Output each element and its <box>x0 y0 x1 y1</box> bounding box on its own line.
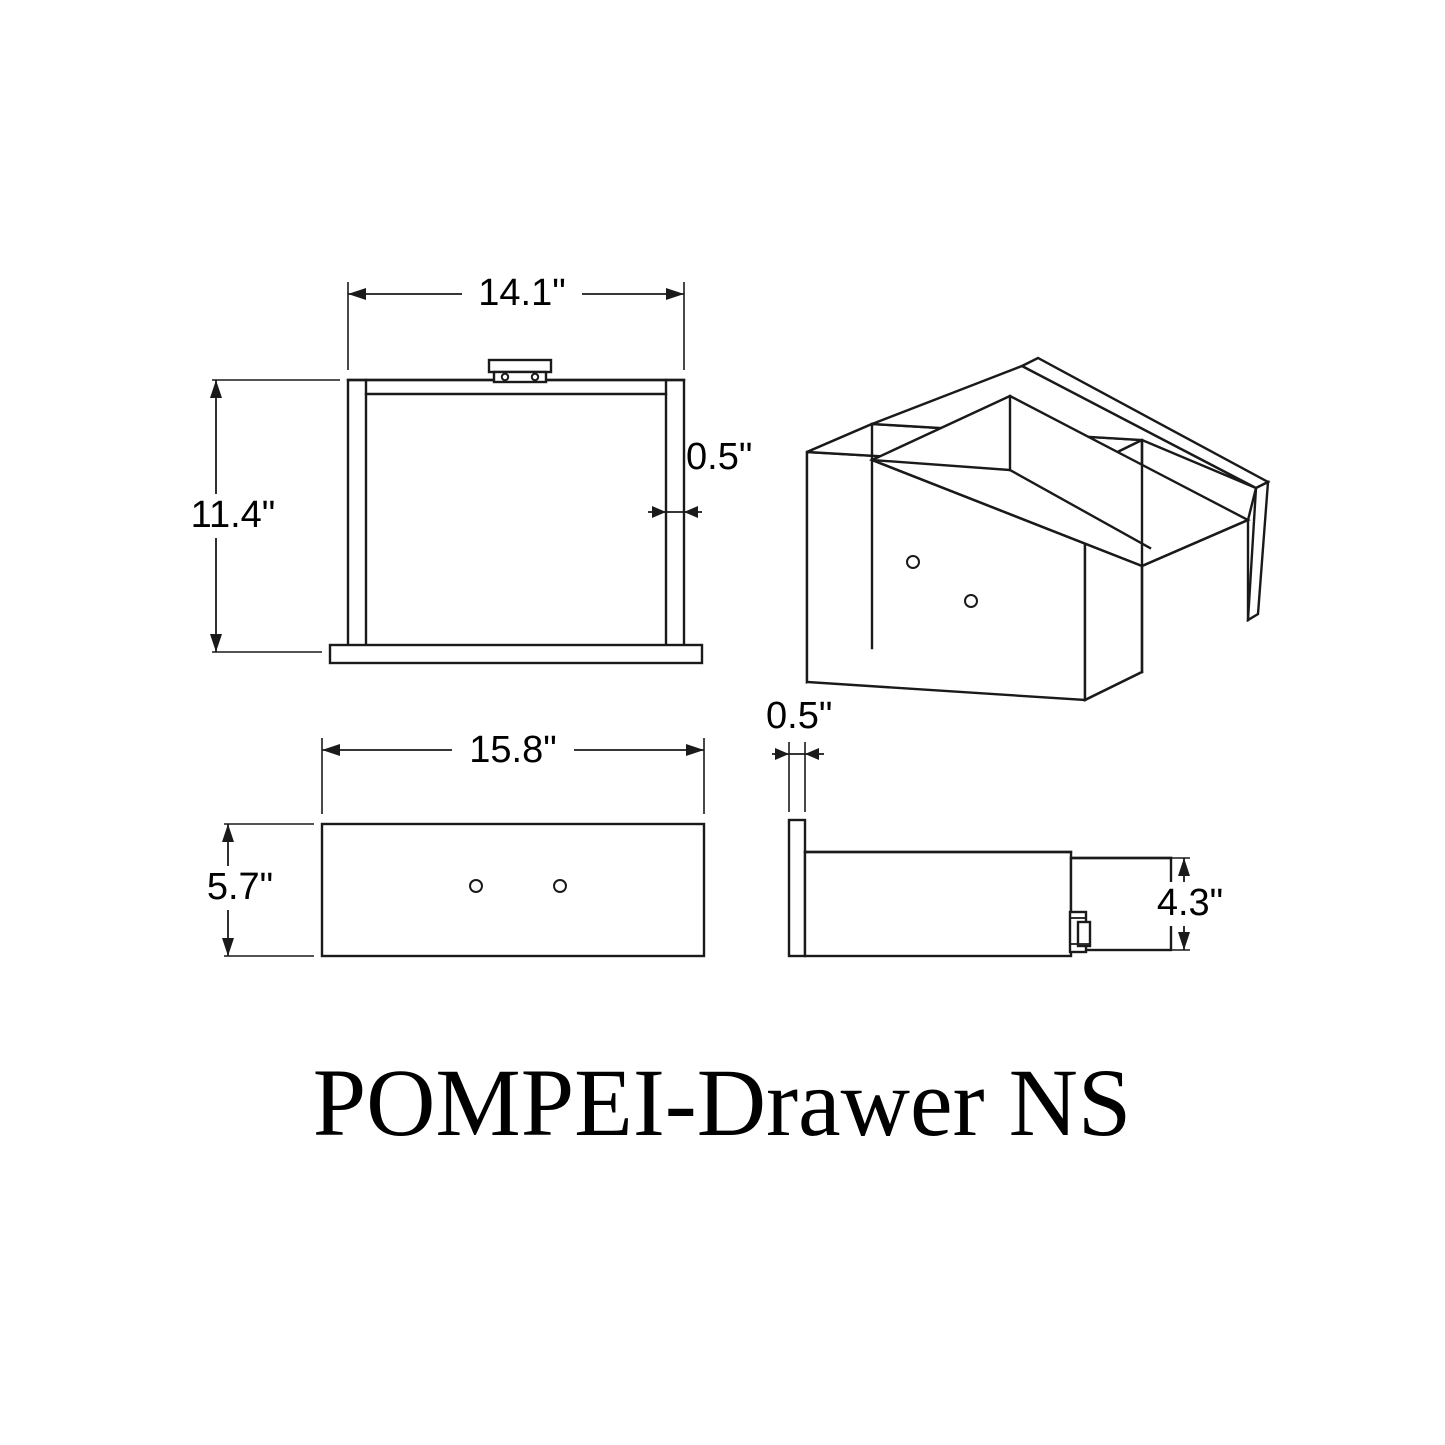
dimension-width-14 <box>348 272 684 370</box>
dimension-label-height-side-panel: 4.3" <box>1156 882 1224 924</box>
dimension-label-thickness-side-panel: 0.5" <box>766 695 833 737</box>
dimension-label-width-front-panel: 15.8" <box>469 729 557 771</box>
dimension-thickness-05-side-panel <box>766 695 832 812</box>
drawing-title: POMPEI-Drawer NS <box>312 1049 1132 1156</box>
dimension-label-width-front-section: 14.1" <box>478 272 566 314</box>
dimension-label-height-front-panel: 5.7" <box>206 866 274 908</box>
side-panel-view <box>766 695 1246 956</box>
dimension-height-11 <box>170 380 340 652</box>
dimension-label-height-front-section: 11.4" <box>190 494 276 536</box>
front-section-view <box>170 272 752 663</box>
dimension-height-57 <box>186 824 314 956</box>
dimension-width-158 <box>322 729 704 814</box>
isometric-view <box>807 358 1268 700</box>
bracket-detail <box>489 360 551 382</box>
slide-hardware-detail <box>1070 912 1090 952</box>
front-panel-view <box>186 729 704 956</box>
dimension-label-thickness-front-section: 0.5" <box>686 436 753 478</box>
